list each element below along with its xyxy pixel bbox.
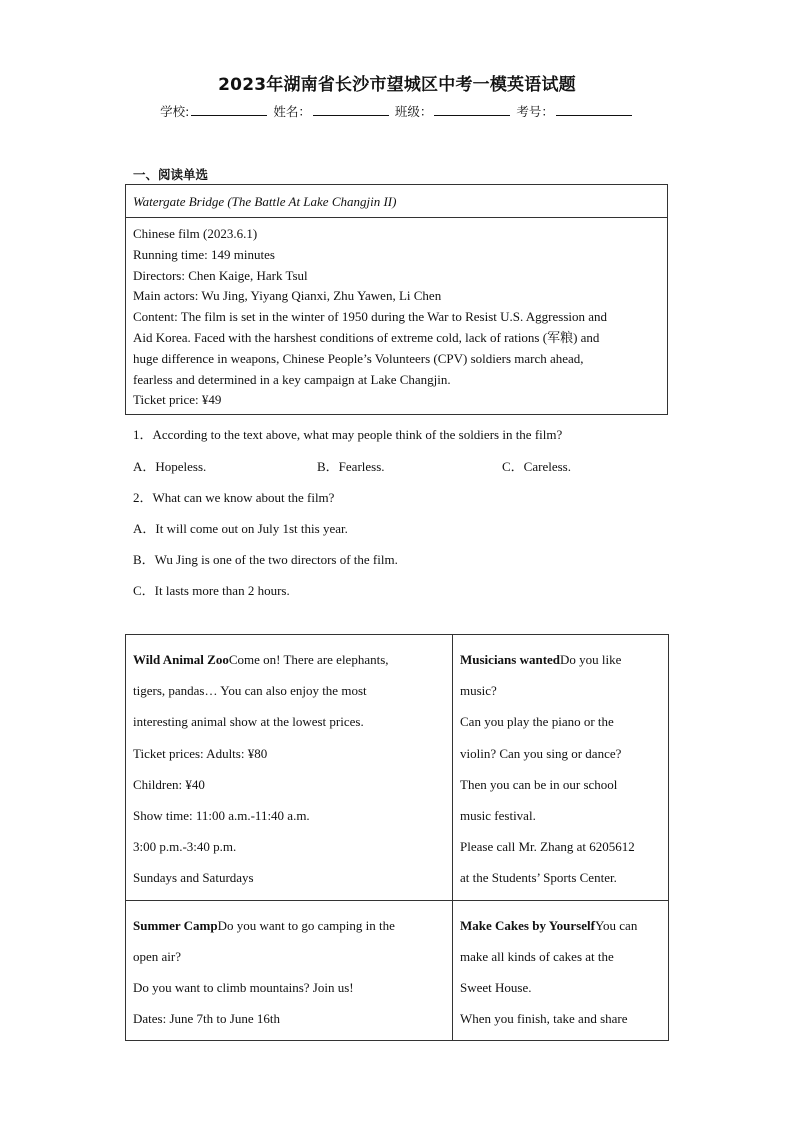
cakes-ad: [453, 900, 669, 1041]
zoo-ad-line: Children: ¥40: [133, 776, 205, 792]
question-2-option-b[interactable]: B．Wu Jing is one of the two directors of the film.: [133, 552, 398, 567]
number-label: 考号：: [516, 104, 554, 119]
musicians-ad-line: at the Students’ Sports Center.: [460, 870, 617, 886]
question-1-stem: 1．According to the text above, what may people think of the soldiers in the film?: [133, 427, 563, 442]
zoo-ad-line: Sundays and Saturdays: [133, 870, 254, 886]
musicians-ad: [453, 635, 669, 901]
zoo-ad-line: 3:00 p.m.-3:40 p.m.: [133, 839, 237, 855]
section-title: 一、阅读单选: [133, 167, 209, 182]
zoo-ad-title: Wild Animal Zoo: [133, 652, 229, 667]
film-line: fearless and determined in a key campaign at Lake Changjin.: [133, 371, 451, 387]
musicians-ad-line: Then you can be in our school: [460, 776, 618, 792]
musicians-ad-line: Can you play the piano or the: [460, 714, 614, 730]
film-line: huge difference in weapons, Chinese People’s Volunteers (CPV) soldiers march ahead,: [133, 350, 584, 366]
musicians-ad-line: Do you like: [560, 652, 622, 667]
musicians-ad-line: music festival.: [460, 808, 536, 824]
ads-row: [126, 635, 669, 901]
school-blank[interactable]: [191, 102, 267, 116]
class-blank[interactable]: [434, 102, 510, 116]
film-line: Aid Korea. Faced with the harshest conditions of extreme cold, lack of rations (军粮) and: [133, 329, 600, 345]
question-2-option-c[interactable]: C．It lasts more than 2 hours.: [133, 583, 290, 598]
page-title: 2023年湖南省长沙市望城区中考一模英语试题: [218, 75, 576, 95]
film-info-box: [125, 184, 668, 415]
zoo-ad-line: Come on! There are elephants,: [228, 652, 389, 667]
musicians-ad-line: music?: [460, 683, 497, 699]
cakes-ad-line: When you finish, take and share: [460, 1011, 628, 1027]
question-1-option-c[interactable]: C．Careless.: [502, 459, 571, 474]
question-1-option-b[interactable]: B．Fearless.: [317, 459, 385, 474]
musicians-ad-title: Musicians wanted: [460, 652, 561, 667]
film-details: [126, 218, 667, 411]
camp-ad-line: Dates: June 7th to June 16th: [133, 1011, 280, 1027]
zoo-ad-line: interesting animal show at the lowest prices.: [133, 714, 364, 730]
student-info-line: [0, 102, 794, 120]
camp-ad-title: Summer Camp: [133, 917, 218, 933]
camp-ad-line: Do you want to climb mountains? Join us!: [133, 980, 354, 996]
cakes-ad-line: make all kinds of cakes at the: [460, 948, 614, 964]
musicians-ad-line: Please call Mr. Zhang at 6205612: [460, 839, 635, 855]
zoo-ad: [126, 635, 453, 901]
film-line: Running time: 149 minutes: [133, 246, 275, 262]
film-line: Main actors: Wu Jing, Yiyang Qianxi, Zhu Yawen, Li Chen: [133, 288, 442, 304]
camp-ad-line: Do you want to go camping in the: [217, 917, 395, 933]
film-line: Directors: Chen Kaige, Hark Tsul: [133, 267, 308, 283]
question-2-stem: 2．What can we know about the film?: [133, 490, 335, 505]
musicians-ad-line: violin? Can you sing or dance?: [460, 745, 622, 761]
name-label: 姓名：: [273, 104, 311, 119]
camp-ad-line: open air?: [133, 948, 182, 964]
zoo-ad-line: Ticket prices: Adults: ¥80: [133, 745, 268, 761]
cakes-ad-title: Make Cakes by Yourself: [460, 917, 595, 933]
film-line: Content: The film is set in the winter of 1950 during the War to Resist U.S. Aggression and: [133, 309, 608, 325]
camp-ad: [126, 900, 453, 1041]
number-blank[interactable]: [556, 102, 632, 116]
school-label: 学校:: [160, 104, 190, 119]
name-blank[interactable]: [313, 102, 389, 116]
cakes-ad-line: You can: [594, 917, 638, 933]
class-label: 班级：: [394, 104, 433, 119]
cakes-ad-line: Sweet House.: [460, 980, 532, 996]
film-title: Watergate Bridge (The Battle At Lake Changjin II): [126, 185, 667, 218]
zoo-ad-line: Show time: 11:00 a.m.-11:40 a.m.: [133, 808, 310, 824]
ads-table: [125, 634, 669, 1041]
film-line: Chinese film (2023.6.1): [133, 226, 258, 241]
zoo-ad-line: tigers, pandas… You can also enjoy the most: [133, 683, 367, 699]
question-2-option-a[interactable]: A．It will come out on July 1st this year.: [133, 521, 348, 536]
question-1-option-a[interactable]: A．Hopeless.: [133, 459, 207, 474]
film-line: Ticket price: ¥49: [133, 392, 222, 408]
ads-row: [126, 900, 669, 1041]
